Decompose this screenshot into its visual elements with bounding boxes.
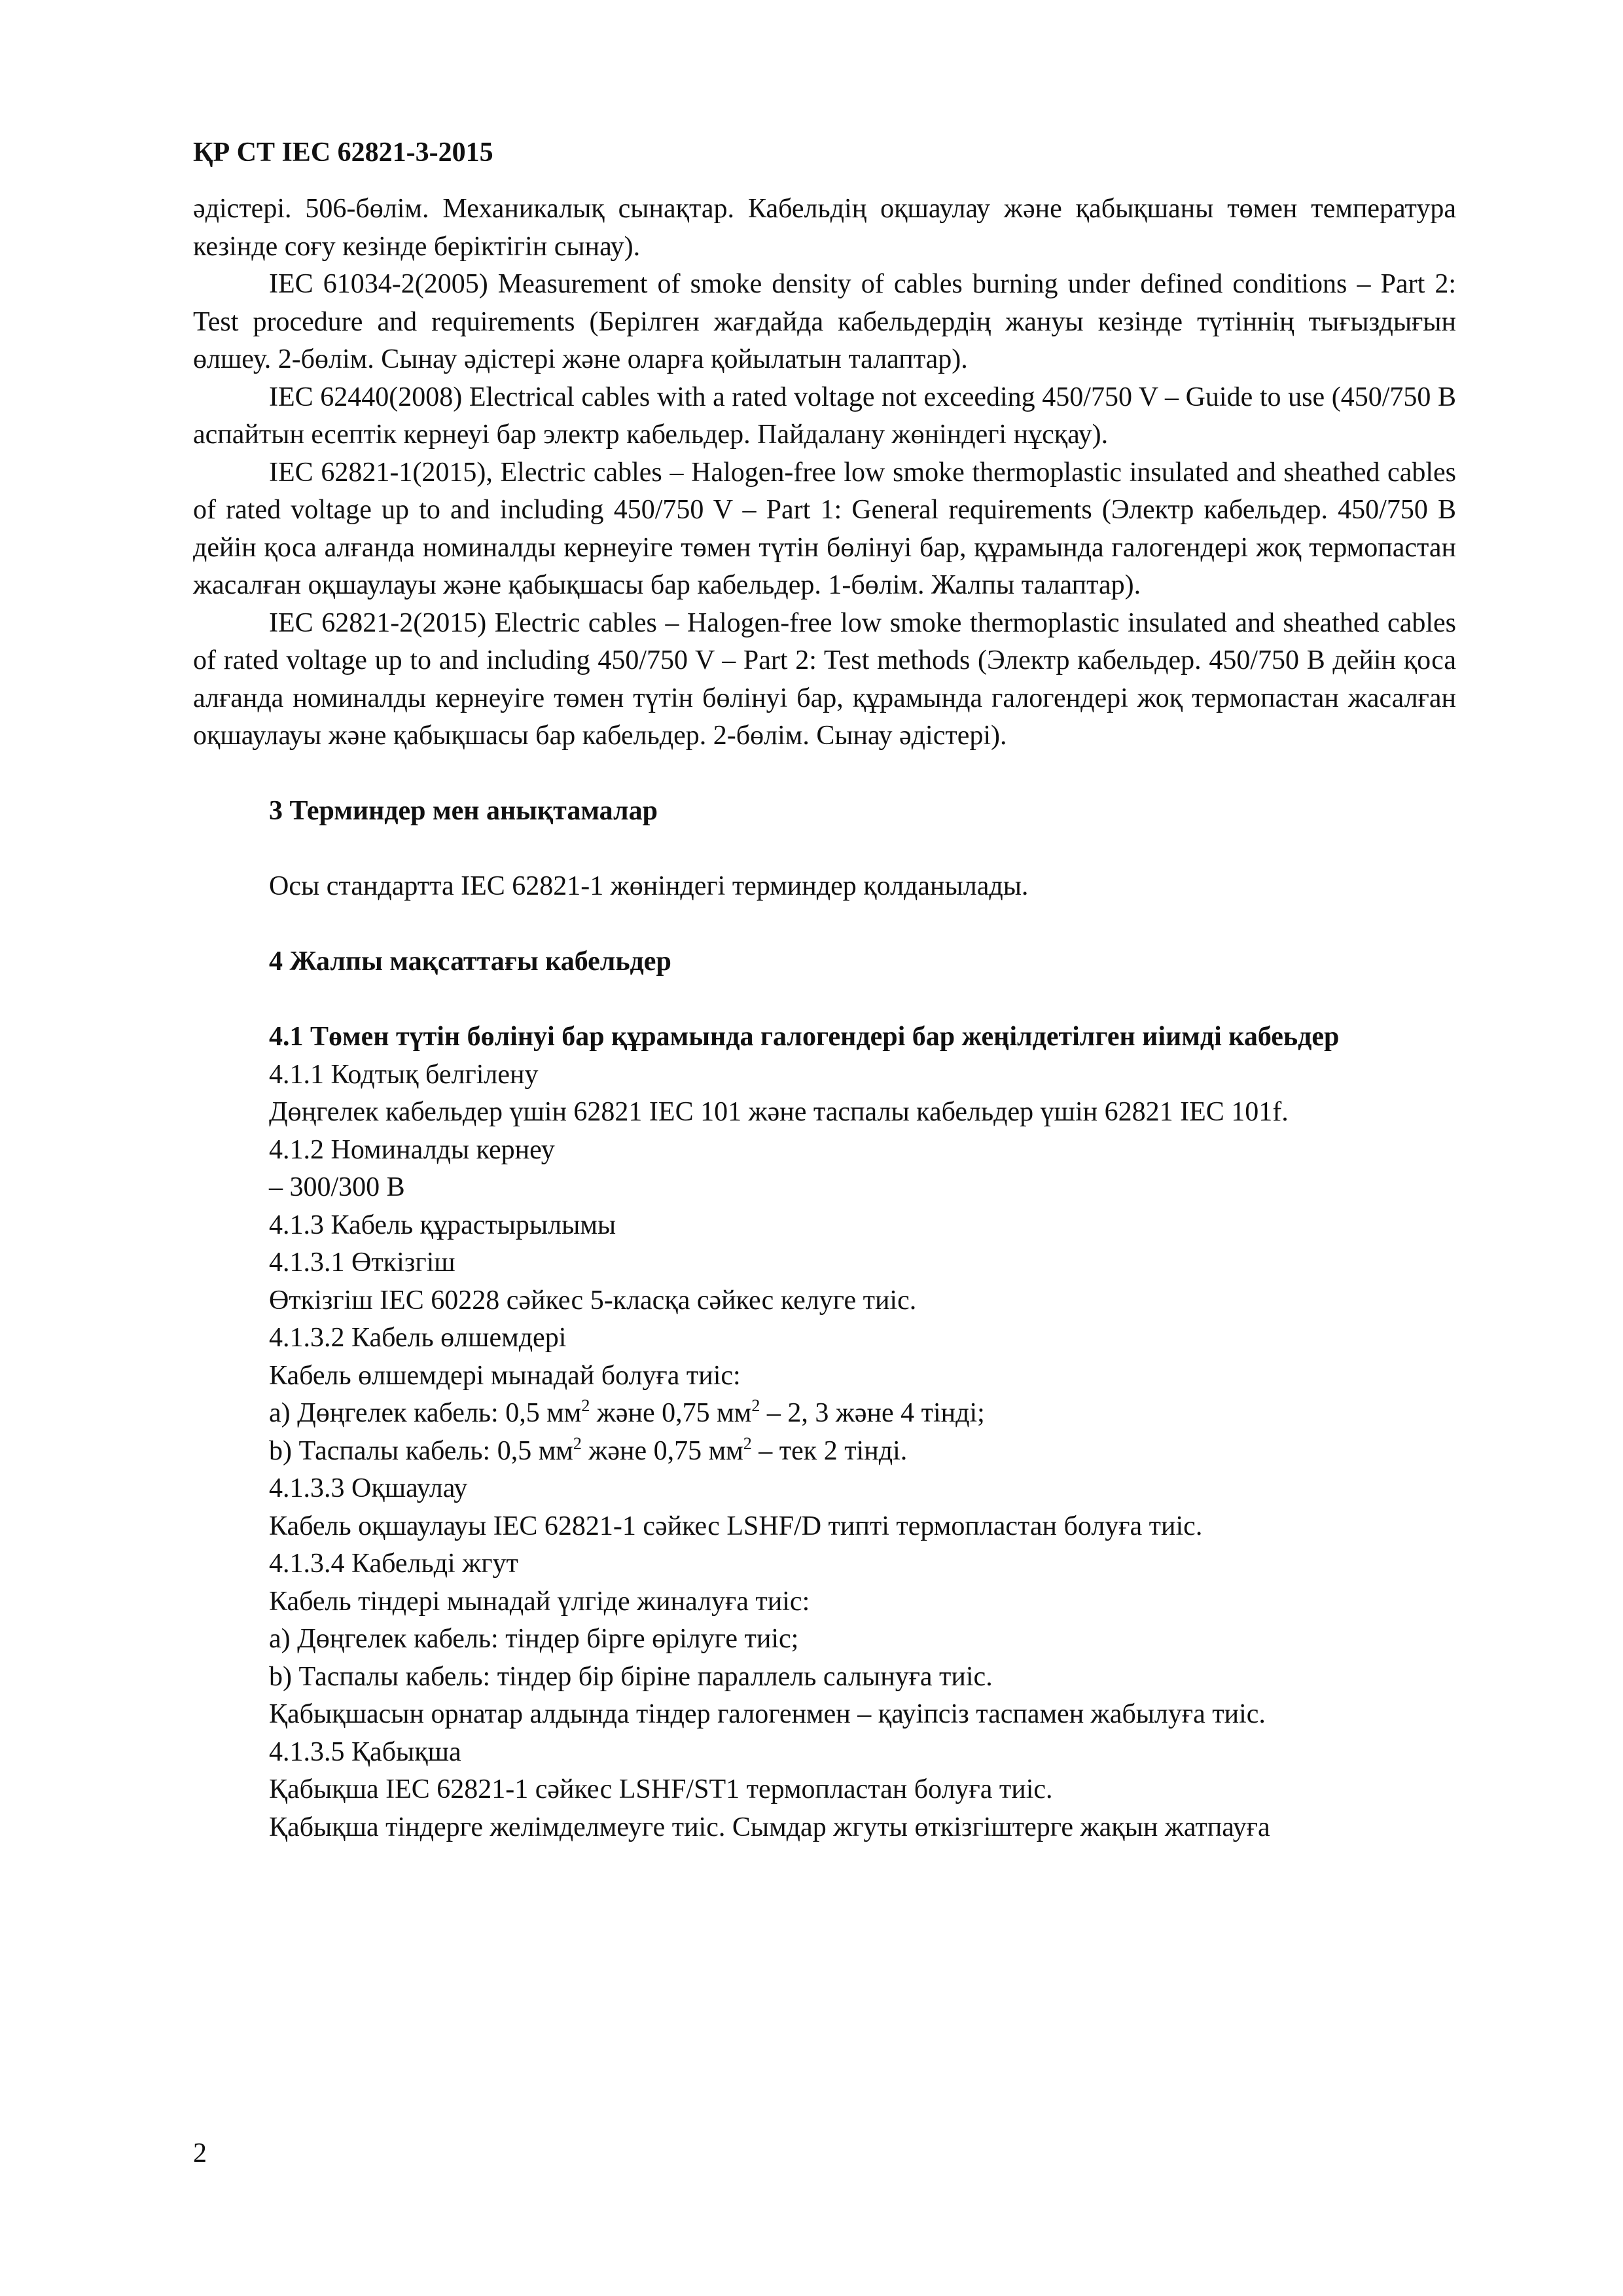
page-number: 2: [193, 2138, 207, 2168]
list-item-flat-cable-cores: b) Таспалы кабель: тіндер бір біріне параллель салынуға тиіс.: [269, 1661, 993, 1692]
section-3-text: Осы стандартта IEC 62821-1 жөніндегі терминдер қолданылады.: [269, 871, 1029, 901]
document-header: ҚР СТ IEC 62821-3-2015: [193, 137, 493, 168]
section-4-1-3-1-text: Өткізгіш IEC 60228 сәйкес 5-класқа сәйкес келуге тиіс.: [269, 1285, 917, 1316]
section-4-1-2-title: 4.1.2 Номиналды кернеу: [269, 1134, 555, 1165]
section-4-1-3-5-text-1: Қабықша IEC 62821-1 сәйкес LSHF/ST1 термопластан болуға тиіс.: [269, 1774, 1053, 1804]
section-4-1-3-4-text: Кабель тіндері мынадай үлгіде жиналуға тиіс:: [269, 1586, 810, 1617]
reference-iec-61034-2: IEC 61034-2(2005) Measurement of smoke density of cables burning under defined conditions – Part 2: Test procedure and requirements (Берілген жағдайда кабельдердің жануы кезінде түтіннің тығыздығын өлшеу. 2-бөлім. Сынау әдістері және оларға қойылатын талаптар).: [193, 269, 1456, 374]
section-4-1-3-4-title: 4.1.3.4 Кабельді жгут: [269, 1549, 518, 1579]
document-body: [193, 190, 1456, 1846]
section-4-1-3-5-text-2: Қабықша тіндерге желімделмеуге тиіс. Сымдар жгуты өткізгіштерге жақын жатпауға: [269, 1812, 1270, 1842]
section-4-1-3-4-note: Қабықшасын орнатар алдында тіндер галогенмен – қауіпсіз таспамен жабылуға тиіс.: [269, 1699, 1266, 1729]
section-4-1-3-2-text: Кабель өлшемдері мынадай болуға тиіс:: [269, 1360, 741, 1391]
section-4-1-2-text: – 300/300 В: [269, 1172, 405, 1202]
section-3-heading: 3 Терминдер мен анықтамалар: [269, 796, 658, 826]
section-4-1-1-text: Дөңгелек кабельдер үшін 62821 IEC 101 және таспалы кабельдер үшін 62821 IEC 101f.: [269, 1097, 1289, 1127]
section-4-1-3-5-title: 4.1.3.5 Қабықша: [269, 1736, 461, 1767]
list-item-round-cable-cores: a) Дөңгелек кабель: тіндер бірге өрілуге тиіс;: [269, 1624, 799, 1654]
section-4-1-3-2-title: 4.1.3.2 Кабель өлшемдері: [269, 1323, 567, 1353]
reference-iec-62440: IEC 62440(2008) Electrical cables with a rated voltage not exceeding 450/750 V – Guide to use (450/750 В аспайтын есептік кернеуі бар электр кабельдер. Пайдалану жөніндегі нұсқау).: [193, 382, 1456, 450]
section-4-1-heading: 4.1 Төмен түтін бөлінуі бар құрамында галогендері бар жеңілдетілген иіимді кабеьдер: [269, 1022, 1340, 1052]
section-4-1-1-title: 4.1.1 Кодтық белгілену: [269, 1059, 539, 1090]
section-4-1-3-3-title: 4.1.3.3 Оқшаулау: [269, 1473, 468, 1503]
section-4-1-3-3-text: Кабель оқшаулауы IEC 62821-1 сәйкес LSHF/D типті термопластан болуға тиіс.: [269, 1511, 1203, 1541]
list-item-flat-cable: b) Таспалы кабель: 0,5 $мм^2$ және 0,75 $мм^2$ – тек 2 тінді.: [269, 1433, 908, 1466]
section-4-heading: 4 Жалпы мақсаттағы кабельдер: [269, 946, 671, 977]
section-4-1-3-1-title: 4.1.3.1 Өткізгіш: [269, 1247, 455, 1278]
list-item-round-cable: a) Дөңгелек кабель: 0,5 $мм^2$ және 0,75 $мм^2 - 2$, 3 және 4 тінді;: [269, 1396, 985, 1428]
reference-iec-62821-2: IEC 62821-2(2015) Electric cables – Halogen-free low smoke thermoplastic insulated and sheathed cables of rated voltage up to and including 450/750 V – Part 2: Test methods (Электр кабельдер. 450/750 В дейін қоса алғанда номиналды кернеуіге төмен түтін бөлінуі бар, құрамында галогендері жоқ термопастан жасалған оқшаулауы және қабықшасы бар кабельдер. 2-бөлім. Сынау әдістері).: [193, 607, 1456, 751]
reference-continuation: әдістері. 506-бөлім. Механикалық сынақтар. Кабельдің оқшаулау және қабықшаны төмен температура кезінде соғу кезінде беріктігін сынау).: [193, 194, 1456, 262]
reference-iec-62821-1: IEC 62821-1(2015), Electric cables – Halogen-free low smoke thermoplastic insulated and sheathed cables of rated voltage up to and including 450/750 V – Part 1: General requirements (Электр кабельдер. 450/750 В дейін қоса алғанда номиналды кернеуіге төмен түтін бөлінуі бар, құрамында галогендері жоқ термопастан жасалған оқшаулауы және қабықшасы бар кабельдер. 1-бөлім. Жалпы талаптар).: [193, 457, 1456, 600]
section-4-1-3-title: 4.1.3 Кабель құрастырылымы: [269, 1210, 616, 1240]
